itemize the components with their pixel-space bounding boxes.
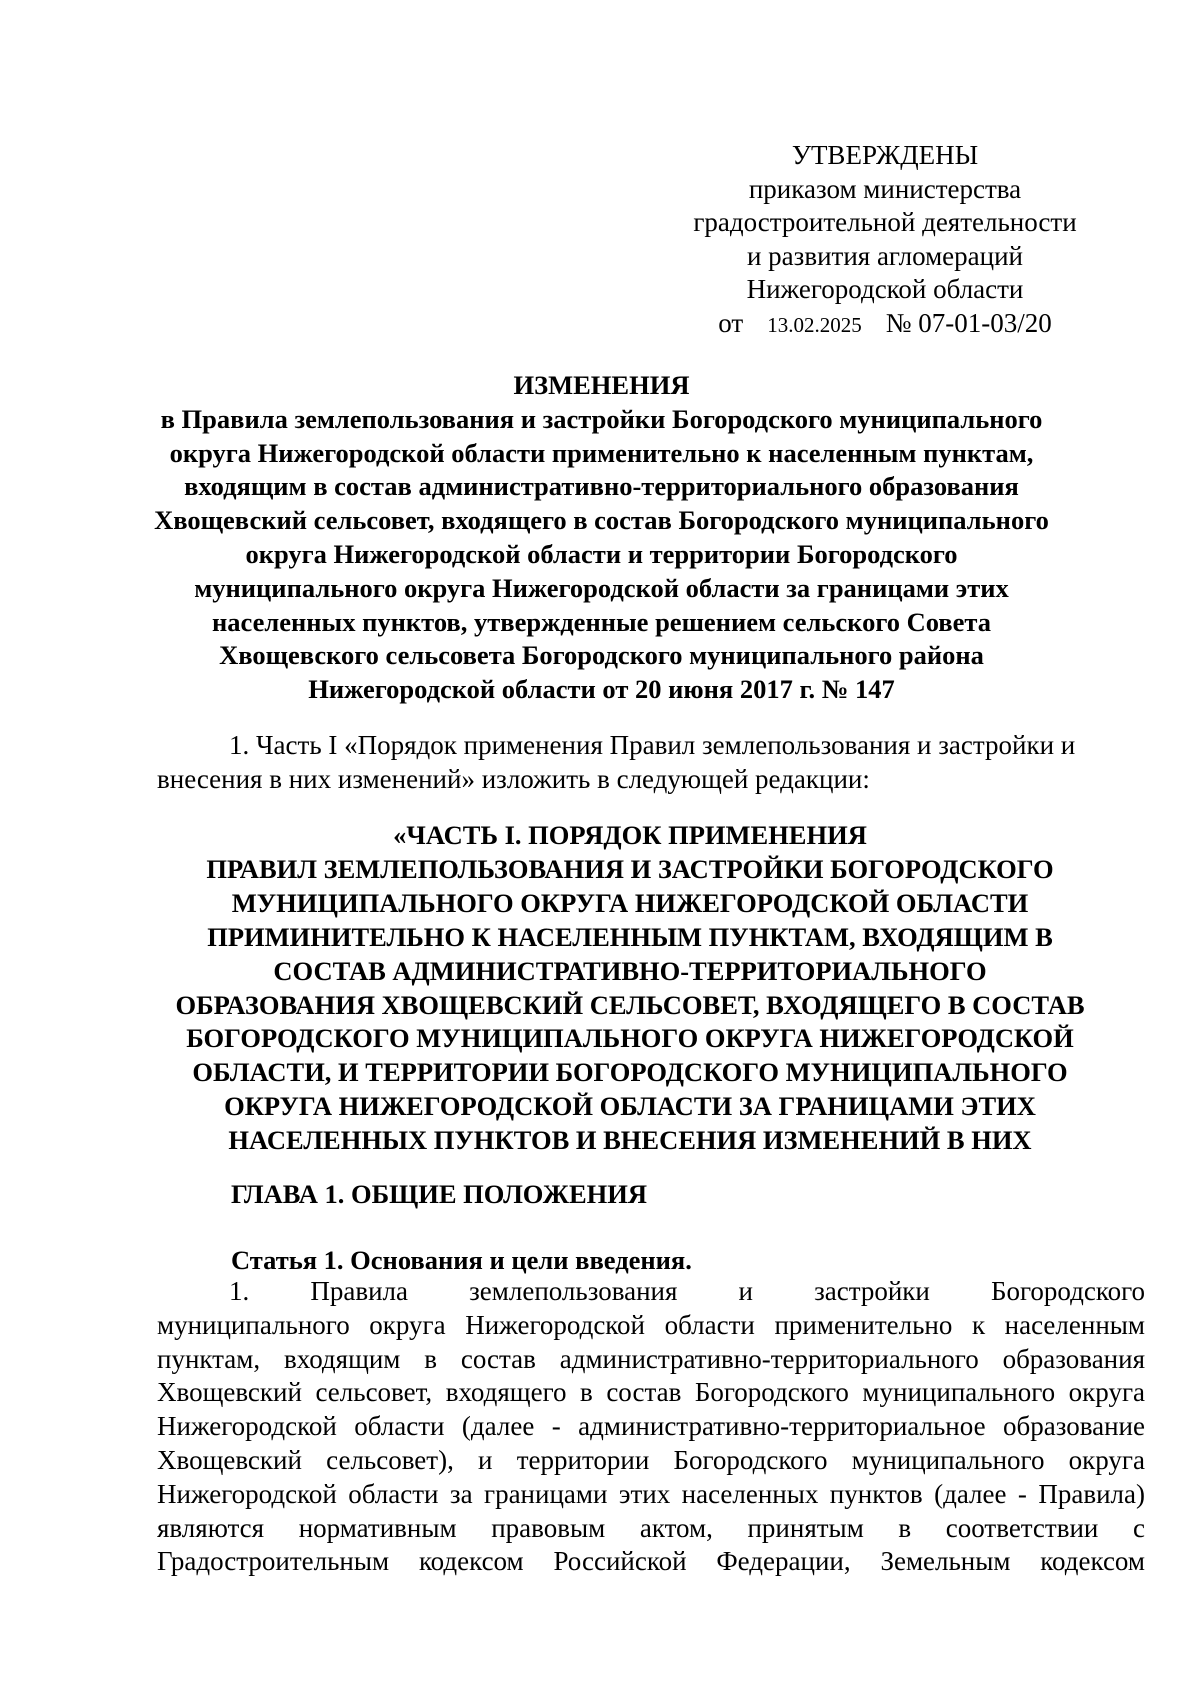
- body-line: Нижегородской области (далее - административно-территориальное образование: [157, 1411, 1145, 1442]
- approval-line: УТВЕРЖДЕНЫ: [791, 140, 979, 170]
- chapter-heading: ГЛАВА 1. ОБЩИЕ ПОЛОЖЕНИЯ: [231, 1179, 648, 1209]
- part-title: [150, 819, 1110, 1158]
- body-line: Хвощевский сельсовет, входящего в состав Богородского муниципального округа: [157, 1377, 1145, 1408]
- body-line: Нижегородской области за границами этих населенных пунктов (далее - Правила): [157, 1478, 1145, 1509]
- approval-number: № 07-01-03/20: [885, 307, 1052, 338]
- approval-line: приказом министерства: [748, 173, 1022, 204]
- title-line: округа Нижегородской области и территории Богородского: [245, 538, 958, 569]
- title-heading: ИЗМЕНЕНИЯ: [513, 370, 690, 400]
- part-title-line: ОКРУГА НИЖЕГОРОДСКОЙ ОБЛАСТИ ЗА ГРАНИЦАМИ ЭТИХ: [224, 1091, 1036, 1122]
- title-line: Хвощевский сельсовет, входящего в состав Богородского муниципального: [154, 505, 1049, 536]
- part-title-line: ОБРАЗОВАНИЯ ХВОЩЕВСКИЙ СЕЛЬСОВЕТ, ВХОДЯЩЕГО В СОСТАВ: [175, 989, 1085, 1020]
- part-title-line: МУНИЦИПАЛЬНОГО ОКРУГА НИЖЕГОРОДСКОЙ ОБЛАСТИ: [231, 887, 1029, 918]
- body-line: Хвощевский сельсовет), и территории Богородского муниципального округа: [157, 1444, 1145, 1475]
- paragraph-1: [157, 729, 1145, 797]
- approval-date: 13.02.2025: [767, 312, 862, 337]
- approval-line: Нижегородской области: [746, 274, 1024, 304]
- part-title-line: ПРИМИНИТЕЛЬНО К НАСЕЛЕННЫМ ПУНКТАМ, ВХОДЯЩИМ В: [207, 921, 1053, 952]
- article-body: [157, 1275, 1145, 1579]
- part-title-line: ОБЛАСТИ, И ТЕРРИТОРИИ БОГОРОДСКОГО МУНИЦИПАЛЬНОГО: [192, 1057, 1068, 1088]
- title-line: округа Нижегородской области применительно к населенным пунктам,: [169, 437, 1034, 468]
- title-line: Хвощевского сельсовета Богородского муниципального района: [219, 640, 984, 671]
- title-line: Нижегородской области от 20 июня 2017 г. № 147: [308, 674, 895, 705]
- body-line: Градостроительным кодексом Российской Федерации, Земельным кодексом: [157, 1546, 1145, 1577]
- approval-from-label: от: [718, 307, 744, 338]
- paragraph-line: 1. Часть I «Порядок применения Правил землепользования и застройки и: [229, 730, 1076, 760]
- paragraph-line: внесения в них изменений» изложить в следующей редакции:: [157, 763, 870, 794]
- body-line: 1. Правила землепользования и застройки Богородского: [229, 1276, 1145, 1306]
- approval-line: и развития агломераций: [746, 240, 1023, 271]
- body-line: муниципального округа Нижегородской области применительно к населенным: [157, 1309, 1145, 1340]
- body-line: являются нормативным правовым актом, принятым в соответствии с: [157, 1512, 1145, 1543]
- part-title-line: СОСТАВ АДМИНИСТРАТИВНО-ТЕРРИТОРИАЛЬНОГО: [273, 955, 987, 986]
- approval-date-line: [660, 307, 1110, 343]
- document-title: [150, 369, 1053, 707]
- part-title-line: НАСЕЛЕННЫХ ПУНКТОВ И ВНЕСЕНИЯ ИЗМЕНЕНИЙ В НИХ: [228, 1125, 1032, 1156]
- part-title-line: ПРАВИЛ ЗЕМЛЕПОЛЬЗОВАНИЯ И ЗАСТРОЙКИ БОГОРОДСКОГО: [206, 853, 1054, 884]
- part-title-line: «ЧАСТЬ I. ПОРЯДОК ПРИМЕНЕНИЯ: [393, 820, 867, 850]
- body-line: пунктам, входящим в состав административно-территориального образования: [157, 1343, 1145, 1374]
- title-line: в Правила землепользования и застройки Богородского муниципального: [160, 403, 1043, 434]
- title-line: населенных пунктов, утвержденные решением сельского Совета: [212, 606, 991, 637]
- approval-line: градостроительной деятельности: [693, 207, 1077, 237]
- title-line: входящим в состав административно-территориального образования: [184, 471, 1019, 502]
- approval-stamp: [660, 139, 1110, 342]
- article-heading: Статья 1. Основания и цели введения.: [231, 1245, 692, 1275]
- title-line: муниципального округа Нижегородской области за границами этих: [194, 572, 1009, 603]
- part-title-line: БОГОРОДСКОГО МУНИЦИПАЛЬНОГО ОКРУГА НИЖЕГОРОДСКОЙ: [186, 1023, 1074, 1054]
